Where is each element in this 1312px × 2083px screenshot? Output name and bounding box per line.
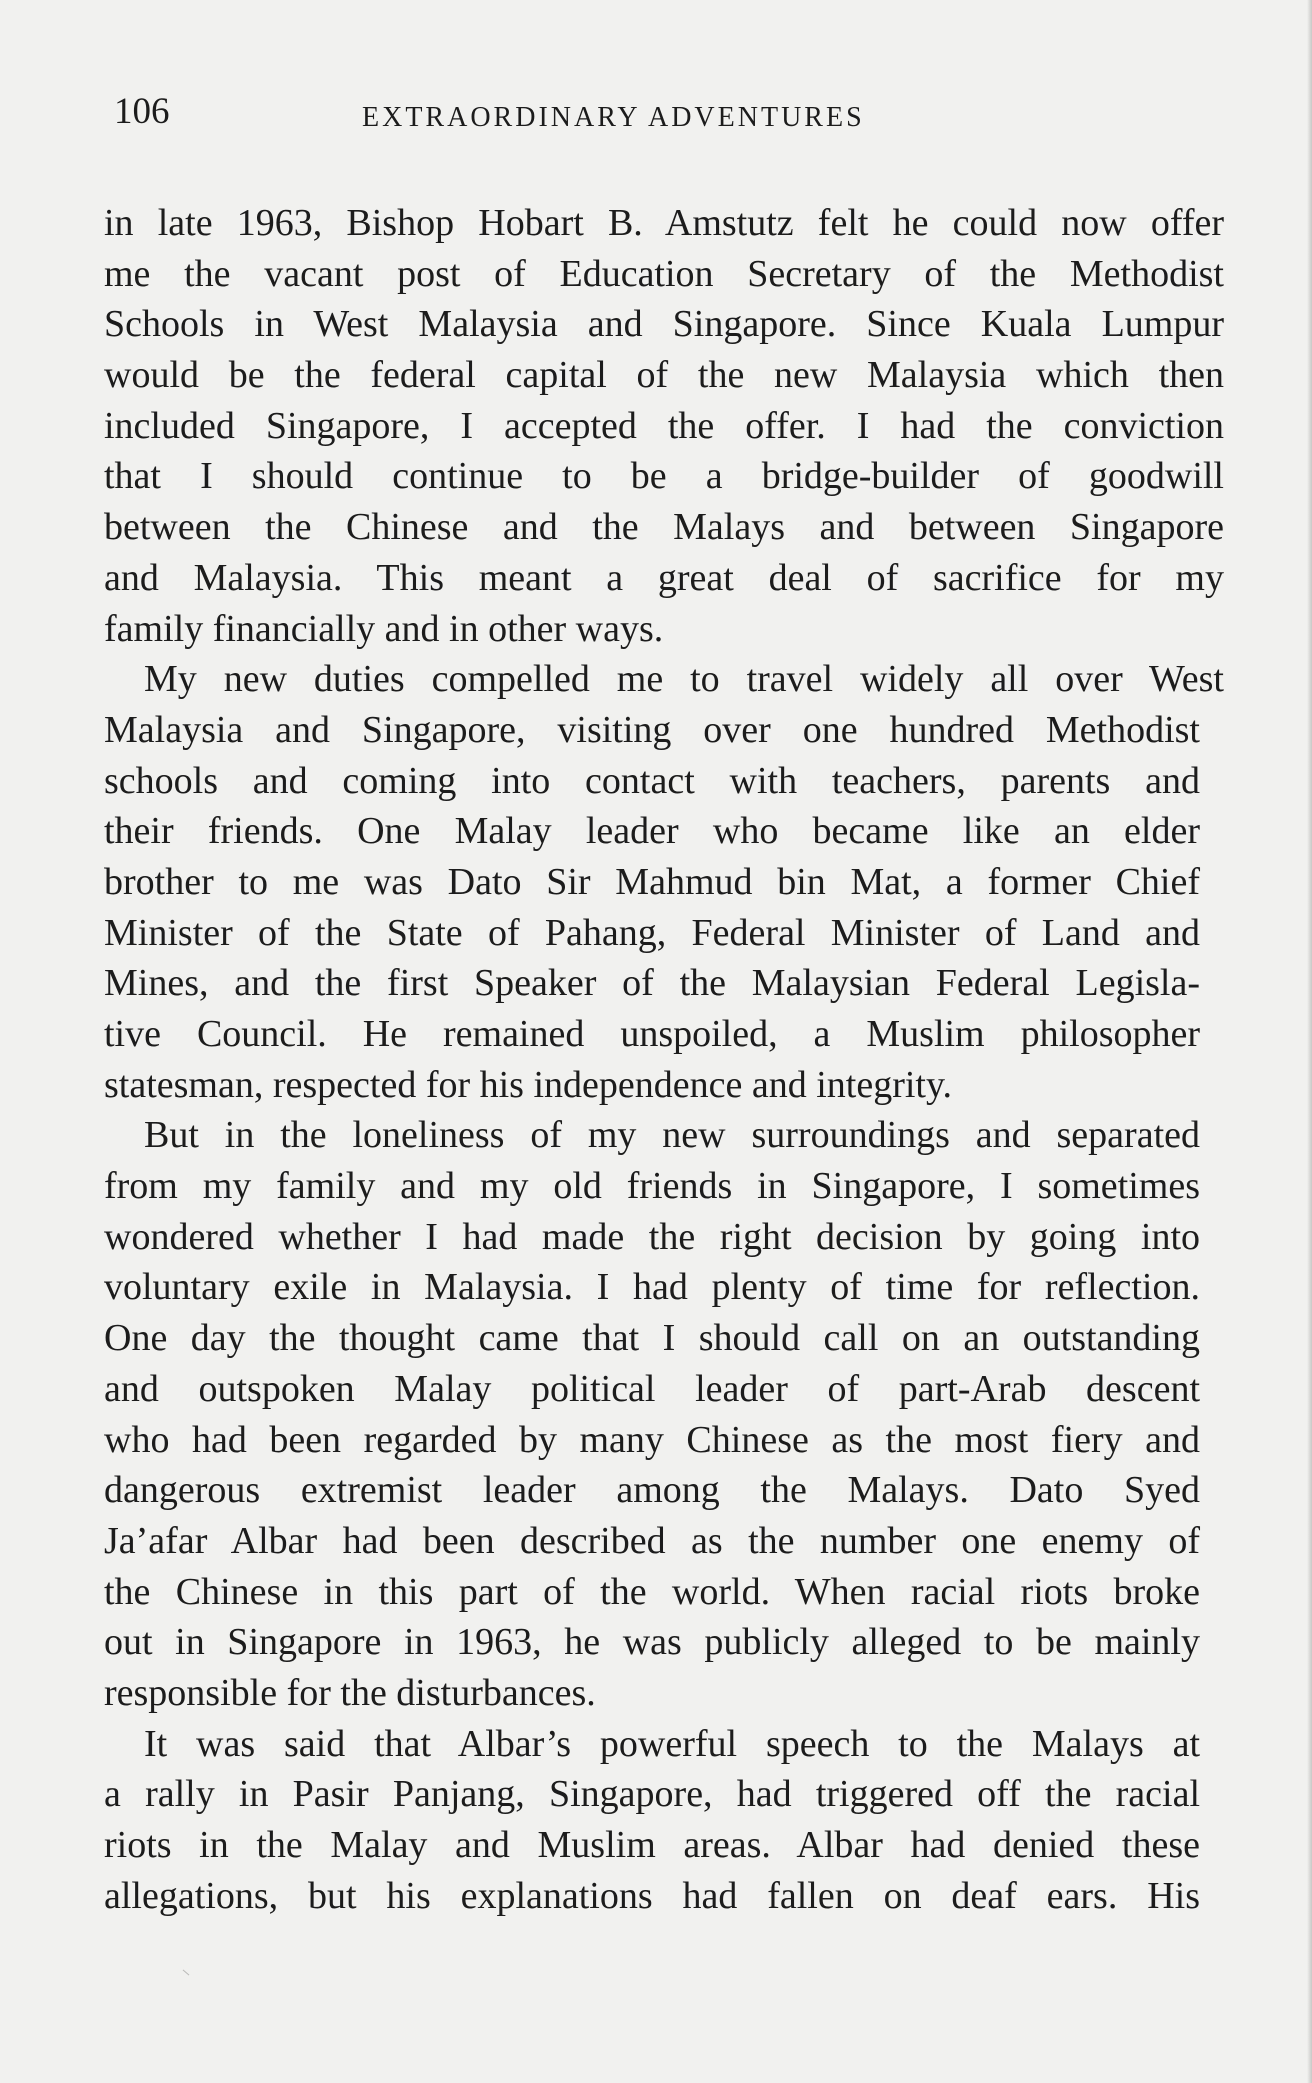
text-line: a rally in Pasir Panjang, Singapore, had triggered off the racial [104,1773,1200,1816]
text-line: tive Council. He remained unspoiled, a Muslim philosopher [104,1013,1200,1055]
paragraph [104,654,1224,1110]
text-line: wondered whether I had made the right decision by going into [104,1215,1200,1258]
text-line: statesman, respected for his independence and integrity. [104,1063,953,1106]
text-line: schools and coming into contact with teachers, parents and [104,759,1200,802]
page-header [114,92,984,142]
text-line: Schools in West Malaysia and Singapore. Since Kuala Lumpur [104,303,1224,346]
text-line: in late 1963, Bishop Hobart B. Amstutz felt he could now offer [104,202,1224,244]
text-line: that I should continue to be a bridge-builder of goodwill [104,455,1224,498]
running-head: EXTRAORDINARY ADVENTURES [362,102,865,133]
page-number: 106 [114,91,170,132]
text-line: and Malaysia. This meant a great deal of sacrifice for my [104,556,1224,599]
text-line: included Singapore, I accepted the offer. I had the conviction [104,404,1224,447]
text-line: voluntary exile in Malaysia. I had plenty of time for reflection. [104,1266,1200,1309]
paragraph [104,198,1224,654]
text-line: Minister of the State of Pahang, Federal Minister of Land and [104,911,1200,954]
text-line: family financially and in other ways. [104,607,664,650]
text-line: who had been regarded by many Chinese as the most fiery and [104,1418,1200,1461]
text-line: out in Singapore in 1963, he was publicly alleged to be mainly [104,1621,1200,1664]
paragraph [104,1719,1224,1922]
text-line: Malaysia and Singapore, visiting over one hundred Methodist [104,708,1200,751]
text-line: would be the federal capital of the new Malaysia which then [104,354,1224,397]
text-line: Ja’afar Albar had been described as the number one enemy of [104,1519,1200,1562]
page-edge-shadow [1307,0,1312,2083]
text-line: the Chinese in this part of the world. When racial riots broke [104,1570,1200,1613]
text-line: brother to me was Dato Sir Mahmud bin Mat, a former Chief [104,860,1200,903]
body-text [104,198,1224,1921]
text-line: It was said that Albar’s powerful speech to the Malays at [144,1722,1200,1765]
text-line: riots in the Malay and Muslim areas. Albar had denied these [104,1824,1200,1866]
scan-speck [183,1970,190,1976]
text-line: and outspoken Malay political leader of part-Arab descent [104,1367,1200,1410]
text-line: responsible for the disturbances. [104,1671,596,1714]
text-line: between the Chinese and the Malays and between Singapore [104,506,1224,549]
text-line: allegations, but his explanations had fallen on deaf ears. His [104,1874,1200,1917]
text-line: me the vacant post of Education Secretary of the Methodist [104,252,1224,295]
text-line: My new duties compelled me to travel widely all over West [144,658,1224,701]
paragraph [104,1110,1224,1718]
text-line: Mines, and the first Speaker of the Malaysian Federal Legisla- [104,962,1200,1005]
text-line: dangerous extremist leader among the Malays. Dato Syed [104,1469,1200,1512]
text-line: One day the thought came that I should call on an outstanding [104,1317,1200,1360]
text-line: from my family and my old friends in Singapore, I sometimes [104,1165,1200,1208]
text-line: their friends. One Malay leader who became like an elder [104,810,1200,853]
text-line: But in the loneliness of my new surroundings and separated [144,1114,1200,1157]
